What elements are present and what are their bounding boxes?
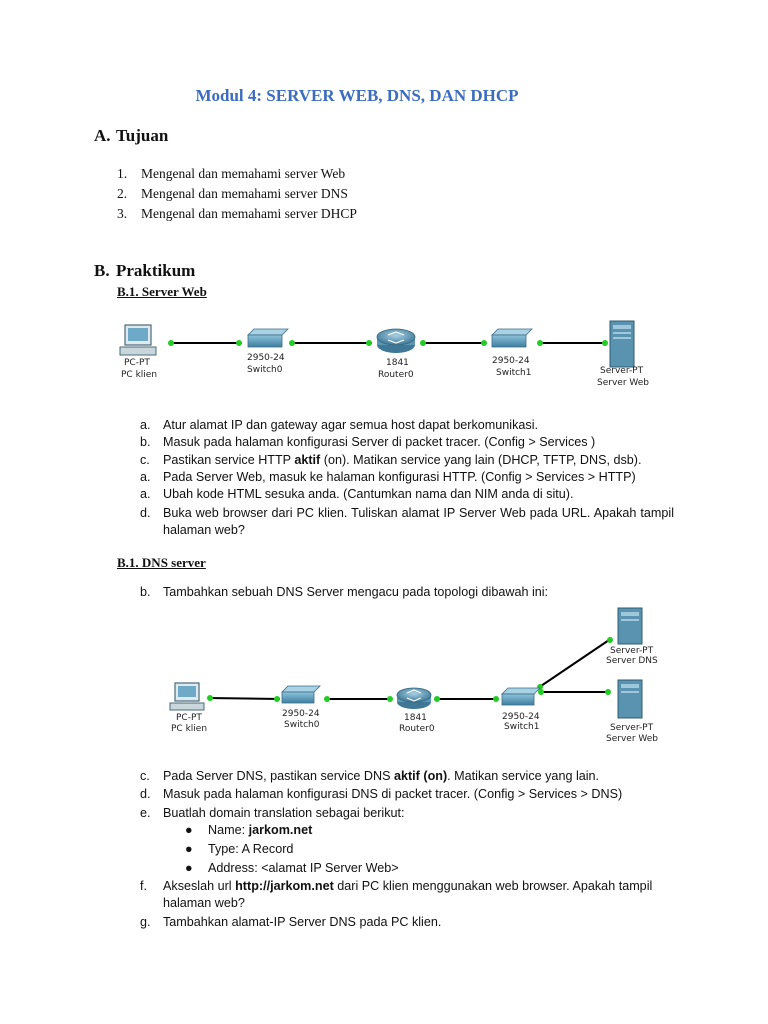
- bullet-item: ● Name: jarkom.net: [185, 823, 313, 837]
- list-item: b. Masuk pada halaman konfigurasi Server di packet tracer. (Config > Services ): [140, 435, 596, 449]
- list-item: a. Ubah kode HTML sesuka anda. (Cantumkan nama dan NIM anda di situ).: [140, 487, 574, 501]
- server-icon: [618, 680, 642, 718]
- list-item: g. Tambahkan alamat-IP Server DNS pada PC klien.: [140, 915, 442, 929]
- dns-label-name: Server DNS: [606, 656, 658, 666]
- section-a-title: Tujuan: [116, 126, 169, 145]
- pc-label-model: PC-PT: [124, 358, 150, 368]
- pc-label-name: PC klien: [121, 370, 158, 380]
- section-b-heading: [94, 261, 195, 281]
- switch0-label-name: Switch0: [247, 365, 283, 375]
- list-item: c. Pada Server DNS, pastikan service DNS aktif (on). Matikan service yang lain.: [140, 769, 600, 783]
- url-link: http://jarkom.net: [235, 879, 334, 893]
- switch0-label-model: 2950-24: [247, 353, 285, 363]
- section-b-letter: B.: [94, 261, 110, 280]
- subsection-dns-heading: B.1. DNS server: [117, 555, 206, 570]
- section-a-heading: [94, 126, 168, 146]
- section-a-letter: A.: [94, 126, 111, 145]
- link-pc-switch0: [208, 698, 280, 699]
- server-icon: [618, 608, 642, 644]
- list-item: 3. Mengenal dan memahami server DHCP: [117, 206, 357, 221]
- switch0-label-name: Switch0: [284, 720, 320, 730]
- list-item: c. Pastikan service HTTP aktif (on). Matikan service yang lain (DHCP, TFTP, DNS, dsb).: [140, 453, 642, 467]
- switch1-label-model: 2950-24: [492, 356, 530, 366]
- pc-icon: [170, 683, 204, 710]
- web-label-name: Server Web: [606, 734, 658, 744]
- list-item: d. Buka web browser dari PC klien. Tuliskan alamat IP Server Web pada URL. Apakah tampil halaman web?: [140, 506, 674, 537]
- router-label-model: 1841: [386, 358, 409, 368]
- switch1-label-name: Switch1: [504, 722, 540, 732]
- pc-label-name: PC klien: [171, 724, 208, 734]
- switch1-label-model: 2950-24: [502, 712, 540, 722]
- switch-icon: [248, 329, 288, 347]
- router-label-name: Router0: [378, 370, 414, 380]
- switch-icon: [282, 686, 320, 703]
- list-item: a. Pada Server Web, masuk ke halaman konfigurasi HTTP. (Config > Services > HTTP): [140, 470, 636, 484]
- list-item: f. Akseslah url http://jarkom.net dari PC klien menggunakan web browser. Apakah tampil halaman web?: [140, 879, 653, 910]
- dns-label-model: Server-PT: [610, 646, 654, 656]
- router-icon: [397, 688, 431, 709]
- switch0-label-model: 2950-24: [282, 709, 320, 719]
- server-icon: [610, 321, 634, 367]
- switch1-label-name: Switch1: [496, 368, 532, 378]
- section-b-title: Praktikum: [116, 261, 196, 280]
- pc-label-model: PC-PT: [176, 713, 202, 723]
- pc-icon: [120, 325, 156, 355]
- link-switch1-dns: [538, 638, 612, 688]
- domain-name: jarkom.net: [248, 823, 313, 837]
- page-title: Modul 4: SERVER WEB, DNS, DAN DHCP: [195, 86, 519, 105]
- router-label-name: Router0: [399, 724, 435, 734]
- server-label-name: Server Web: [597, 378, 649, 388]
- list-item: b. Tambahkan sebuah DNS Server mengacu pada topologi dibawah ini:: [140, 585, 549, 599]
- switch-icon: [492, 329, 532, 347]
- emphasis-active: aktif: [294, 453, 321, 467]
- subsection-web-heading: B.1. Server Web: [117, 284, 207, 299]
- bullet-item: ● Address: <alamat IP Server Web>: [185, 861, 399, 875]
- list-item: a. Atur alamat IP dan gateway agar semua host dapat berkomunikasi.: [140, 418, 538, 432]
- emphasis-active: aktif (on): [393, 769, 448, 783]
- server-label-model: Server-PT: [600, 366, 644, 376]
- list-item: e. Buatlah domain translation sebagai berikut:: [140, 806, 405, 820]
- bullet-item: ● Type: A Record: [185, 842, 294, 856]
- router-label-model: 1841: [404, 713, 427, 723]
- list-item: d. Masuk pada halaman konfigurasi DNS di packet tracer. (Config > Services > DNS): [140, 787, 623, 801]
- topology-diagram-dns: [160, 600, 680, 750]
- topology-diagram-web: [110, 315, 670, 397]
- switch-icon: [502, 688, 540, 705]
- web-label-model: Server-PT: [610, 723, 654, 733]
- list-item: 1. Mengenal dan memahami server Web: [117, 166, 346, 181]
- list-item: 2. Mengenal dan memahami server DNS: [117, 186, 348, 201]
- router-icon: [377, 329, 415, 353]
